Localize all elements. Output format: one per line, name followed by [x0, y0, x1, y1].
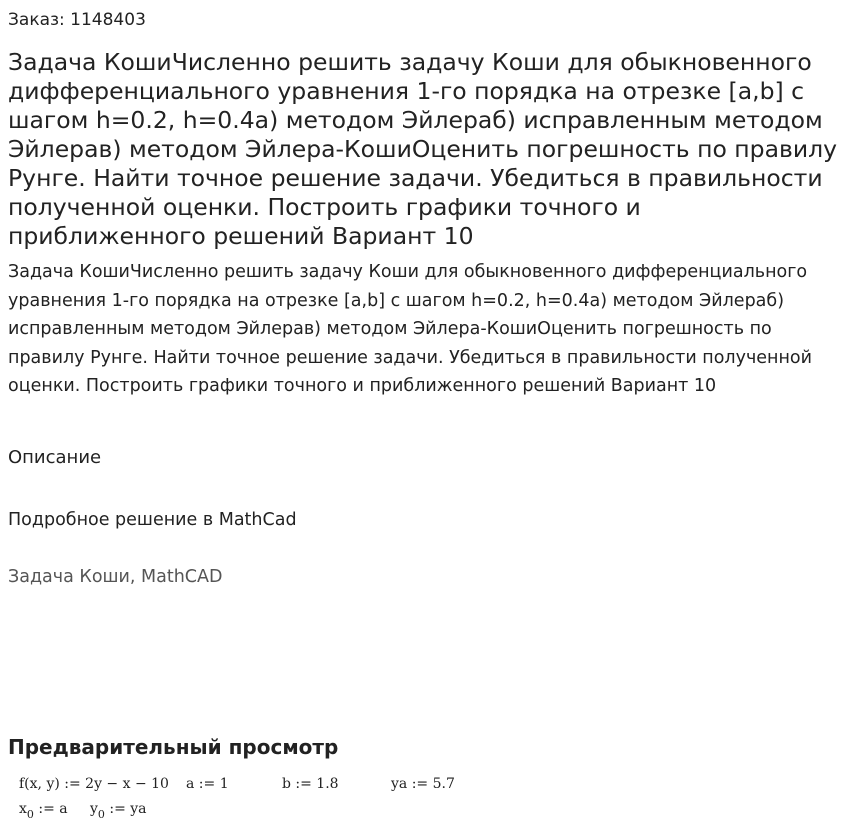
task-description: Задача КошиЧисленно решить задачу Коши для обыкновенного дифференциального уравнения 1-го порядка на отрезке [a,b] с шагом h=0.2, h=0.4а) методом Эйлераб) исправленным методом Эйлерав) методом Эйлера-КошиОценить погрешность по правилу Рунге. Найти точное решение задачи. Убедиться в правильности полученной оценки. Построить графики точного и приближенного решений Вариант 10 — [8, 262, 813, 397]
mathcad-ya-def: ya := 5.7 — [391, 776, 455, 792]
mathcad-x0-def — [19, 801, 68, 821]
solution-detail: Подробное решение в MathCad — [8, 510, 297, 530]
mathcad-y0-def — [90, 801, 147, 821]
order-number: Заказ: 1148403 — [8, 10, 146, 30]
y0-subscript: 0 — [97, 808, 105, 821]
page-title: Задача КошиЧисленно решить задачу Коши для обыкновенного дифференциального уравнения 1-го порядка на отрезке [a,b] с шагом h=0.2, h=0.4а) методом Эйлераб) исправленным методом Эйлерав) методом Эйлера-КошиОценить погрешность по правилу Рунге. Найти точное решение задачи. Убедиться в правильности полученной оценки. Построить графики точного и приближенного решений Вариант 10 — [8, 48, 838, 250]
mathcad-b-def: b := 1.8 — [282, 776, 339, 792]
y0-rhs: := ya — [104, 801, 147, 817]
tags-line: Задача Коши, MathCAD — [8, 567, 223, 587]
description-heading: Описание — [8, 447, 102, 468]
x0-rhs: := a — [33, 801, 68, 817]
preview-heading: Предварительный просмотр — [8, 735, 339, 759]
mathcad-a-def: a := 1 — [186, 776, 229, 792]
x0-variable: x — [19, 801, 27, 817]
mathcad-function-def: f(x, y) := 2y − x − 10 — [19, 776, 169, 792]
x0-subscript: 0 — [26, 808, 34, 821]
y0-variable: y — [90, 801, 98, 817]
